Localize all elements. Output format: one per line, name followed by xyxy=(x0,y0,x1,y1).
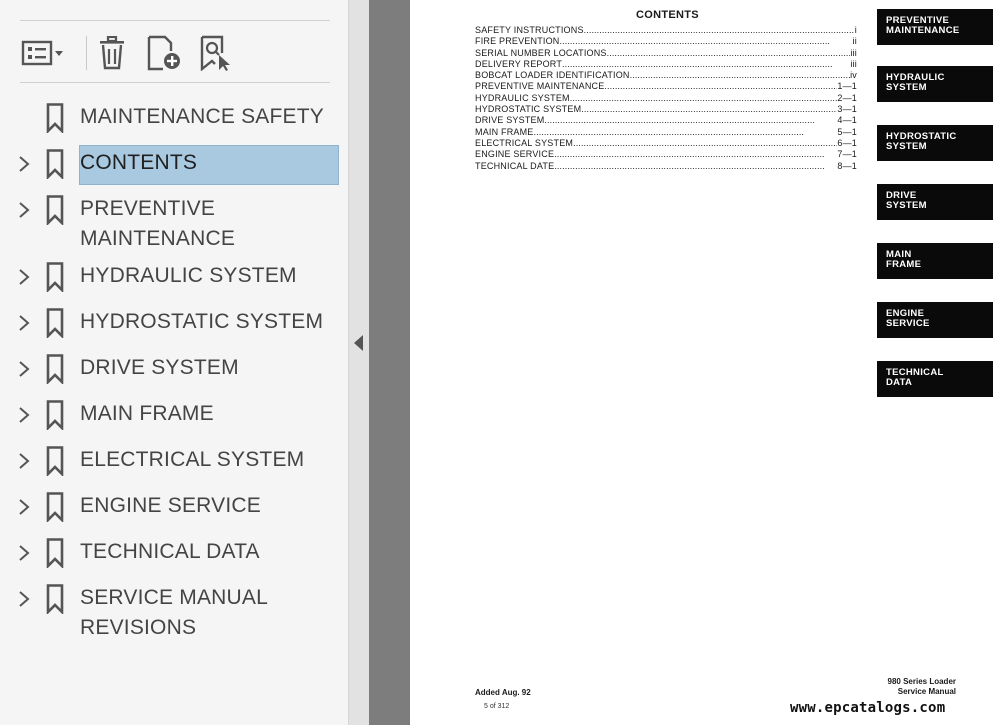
watermark: www.epcatalogs.com xyxy=(790,700,946,716)
toc-entry-title: HYDROSTATIC SYSTEM xyxy=(475,104,582,115)
options-menu-button[interactable] xyxy=(20,33,66,73)
toc-entry[interactable] xyxy=(475,59,857,70)
section-tab: HYDROSTATIC SYSTEM xyxy=(877,125,993,161)
revision-note: Added Aug. 92 xyxy=(475,688,531,697)
toc-entry-title: SERIAL NUMBER LOCATIONS xyxy=(475,47,607,58)
toc-entry-title: DELIVERY REPORT xyxy=(475,58,563,69)
toc-leader-dots xyxy=(630,70,850,81)
bookmark-icon xyxy=(45,103,65,133)
panel-collapse-handle[interactable] xyxy=(349,0,369,725)
toc-entry-page: iv xyxy=(850,70,857,81)
section-tab: TECHNICAL DATA xyxy=(877,361,993,397)
bookmark-icon xyxy=(45,538,65,568)
toc-entry-page: 3—1 xyxy=(837,104,857,115)
section-tab: MAIN FRAME xyxy=(877,243,993,279)
toc-entry[interactable] xyxy=(475,104,857,115)
bookmark-icon xyxy=(45,308,65,338)
toc-entry-page: iii xyxy=(850,58,857,69)
bookmark-label[interactable]: MAINTENANCE SAFETY xyxy=(80,105,324,128)
bookmark-label[interactable]: HYDRAULIC SYSTEM xyxy=(80,264,297,287)
toolbar-separator xyxy=(86,36,87,70)
toc-leader-dots xyxy=(584,25,855,36)
toc-entry-title: HYDRAULIC SYSTEM xyxy=(475,92,570,103)
list-options-icon xyxy=(20,38,66,68)
toc-title: CONTENTS xyxy=(636,9,699,21)
bookmarks-panel xyxy=(0,0,349,725)
panel-divider-top xyxy=(20,20,330,21)
table-of-contents xyxy=(475,25,857,172)
toc-leader-dots xyxy=(554,161,837,172)
toc-leader-dots xyxy=(573,138,837,149)
manual-title: 980 Series Loader Service Manual xyxy=(887,677,956,696)
toc-entry-page: 8—1 xyxy=(837,160,857,171)
bookmark-label[interactable]: SERVICE MANUAL REVISIONS xyxy=(80,586,268,639)
toc-entry-title: PREVENTIVE MAINTENANCE xyxy=(475,81,605,92)
chevron-right-icon[interactable] xyxy=(15,498,33,516)
chevron-right-icon[interactable] xyxy=(15,544,33,562)
bookmark-label[interactable]: MAIN FRAME xyxy=(80,402,214,425)
bookmark-label[interactable]: ENGINE SERVICE xyxy=(80,494,261,517)
toc-entry-title: BOBCAT LOADER IDENTIFICATION xyxy=(475,70,630,81)
toc-entry-title: DRIVE SYSTEM xyxy=(475,115,545,126)
toc-entry[interactable] xyxy=(475,115,857,126)
bookmarks-toolbar xyxy=(20,33,340,73)
bookmark-label[interactable]: HYDROSTATIC SYSTEM xyxy=(80,310,324,333)
bookmark-label[interactable]: ELECTRICAL SYSTEM xyxy=(80,448,305,471)
document-background xyxy=(349,0,410,725)
section-tab: DRIVE SYSTEM xyxy=(877,184,993,220)
toc-entry-title: MAIN FRAME xyxy=(475,126,534,137)
toc-entry[interactable] xyxy=(475,161,857,172)
toc-leader-dots xyxy=(554,149,837,160)
toc-entry-title: ENGINE SERVICE xyxy=(475,149,555,160)
toc-entry-title: ELECTRICAL SYSTEM xyxy=(475,137,574,148)
toc-entry-page: iii xyxy=(850,47,857,58)
section-tab: PREVENTIVE MAINTENANCE xyxy=(877,9,993,45)
toc-leader-dots xyxy=(534,127,838,138)
toc-entry[interactable] xyxy=(475,93,857,104)
toc-entry[interactable] xyxy=(475,127,857,138)
bookmark-icon xyxy=(45,354,65,384)
toc-entry[interactable] xyxy=(475,25,857,36)
toc-entry-page: 1—1 xyxy=(837,81,857,92)
chevron-right-icon[interactable] xyxy=(15,590,33,608)
collapse-left-icon xyxy=(354,335,363,351)
toc-entry-page: 4—1 xyxy=(837,115,857,126)
bookmark-icon xyxy=(45,195,65,225)
toc-entry-title: FIRE PREVENTION xyxy=(475,36,560,47)
toc-entry[interactable] xyxy=(475,48,857,59)
bookmark-icon xyxy=(45,492,65,522)
add-bookmark-icon xyxy=(145,35,183,71)
toc-leader-dots xyxy=(544,115,837,126)
chevron-right-icon[interactable] xyxy=(15,452,33,470)
trash-icon xyxy=(97,36,127,70)
bookmark-label[interactable]: CONTENTS xyxy=(79,145,339,185)
chevron-right-icon[interactable] xyxy=(15,155,33,173)
toc-entry-page: i xyxy=(854,25,857,35)
chevron-right-icon[interactable] xyxy=(15,201,33,219)
chevron-right-icon[interactable] xyxy=(15,360,33,378)
panel-divider-bottom xyxy=(20,82,330,83)
bookmark-label[interactable]: TECHNICAL DATA xyxy=(80,540,260,563)
toc-entry-page: 7—1 xyxy=(837,149,857,160)
toc-entry-page: ii xyxy=(852,36,857,47)
toc-entry-page: 6—1 xyxy=(837,137,857,148)
toc-leader-dots xyxy=(581,104,837,115)
toc-entry-page: 5—1 xyxy=(837,126,857,137)
chevron-right-icon[interactable] xyxy=(15,314,33,332)
bookmark-icon xyxy=(45,584,65,614)
bookmark-icon xyxy=(45,262,65,292)
toc-leader-dots xyxy=(570,93,838,104)
chevron-right-icon[interactable] xyxy=(15,406,33,424)
toc-leader-dots xyxy=(560,36,853,47)
bookmark-label[interactable]: PREVENTIVE MAINTENANCE xyxy=(80,197,236,250)
page-indicator: 5 of 312 xyxy=(484,703,510,710)
delete-bookmark-button[interactable] xyxy=(94,33,130,73)
find-bookmark-button[interactable] xyxy=(196,33,236,73)
toc-entry[interactable] xyxy=(475,81,857,92)
bookmark-icon xyxy=(45,400,65,430)
bookmark-label[interactable]: DRIVE SYSTEM xyxy=(80,356,239,379)
toc-leader-dots xyxy=(607,48,851,59)
toc-leader-dots xyxy=(604,81,837,92)
section-tab: HYDRAULIC SYSTEM xyxy=(877,66,993,102)
toc-entry[interactable] xyxy=(475,149,857,160)
toc-entry[interactable] xyxy=(475,138,857,149)
bookmark-icon xyxy=(45,446,65,476)
toc-entry[interactable] xyxy=(475,36,857,47)
toc-entry-title: SAFETY INSTRUCTIONS xyxy=(475,25,584,35)
bookmark-icon xyxy=(45,149,65,179)
chevron-right-icon[interactable] xyxy=(15,268,33,286)
toc-entry-page: 2—1 xyxy=(837,92,857,103)
document-page xyxy=(410,0,1001,725)
toc-entry[interactable] xyxy=(475,70,857,81)
toc-entry-title: TECHNICAL DATE xyxy=(475,160,555,171)
toc-leader-dots xyxy=(562,59,850,70)
add-bookmark-button[interactable] xyxy=(144,33,184,73)
find-bookmark-icon xyxy=(197,35,235,71)
section-tab: ENGINE SERVICE xyxy=(877,302,993,338)
